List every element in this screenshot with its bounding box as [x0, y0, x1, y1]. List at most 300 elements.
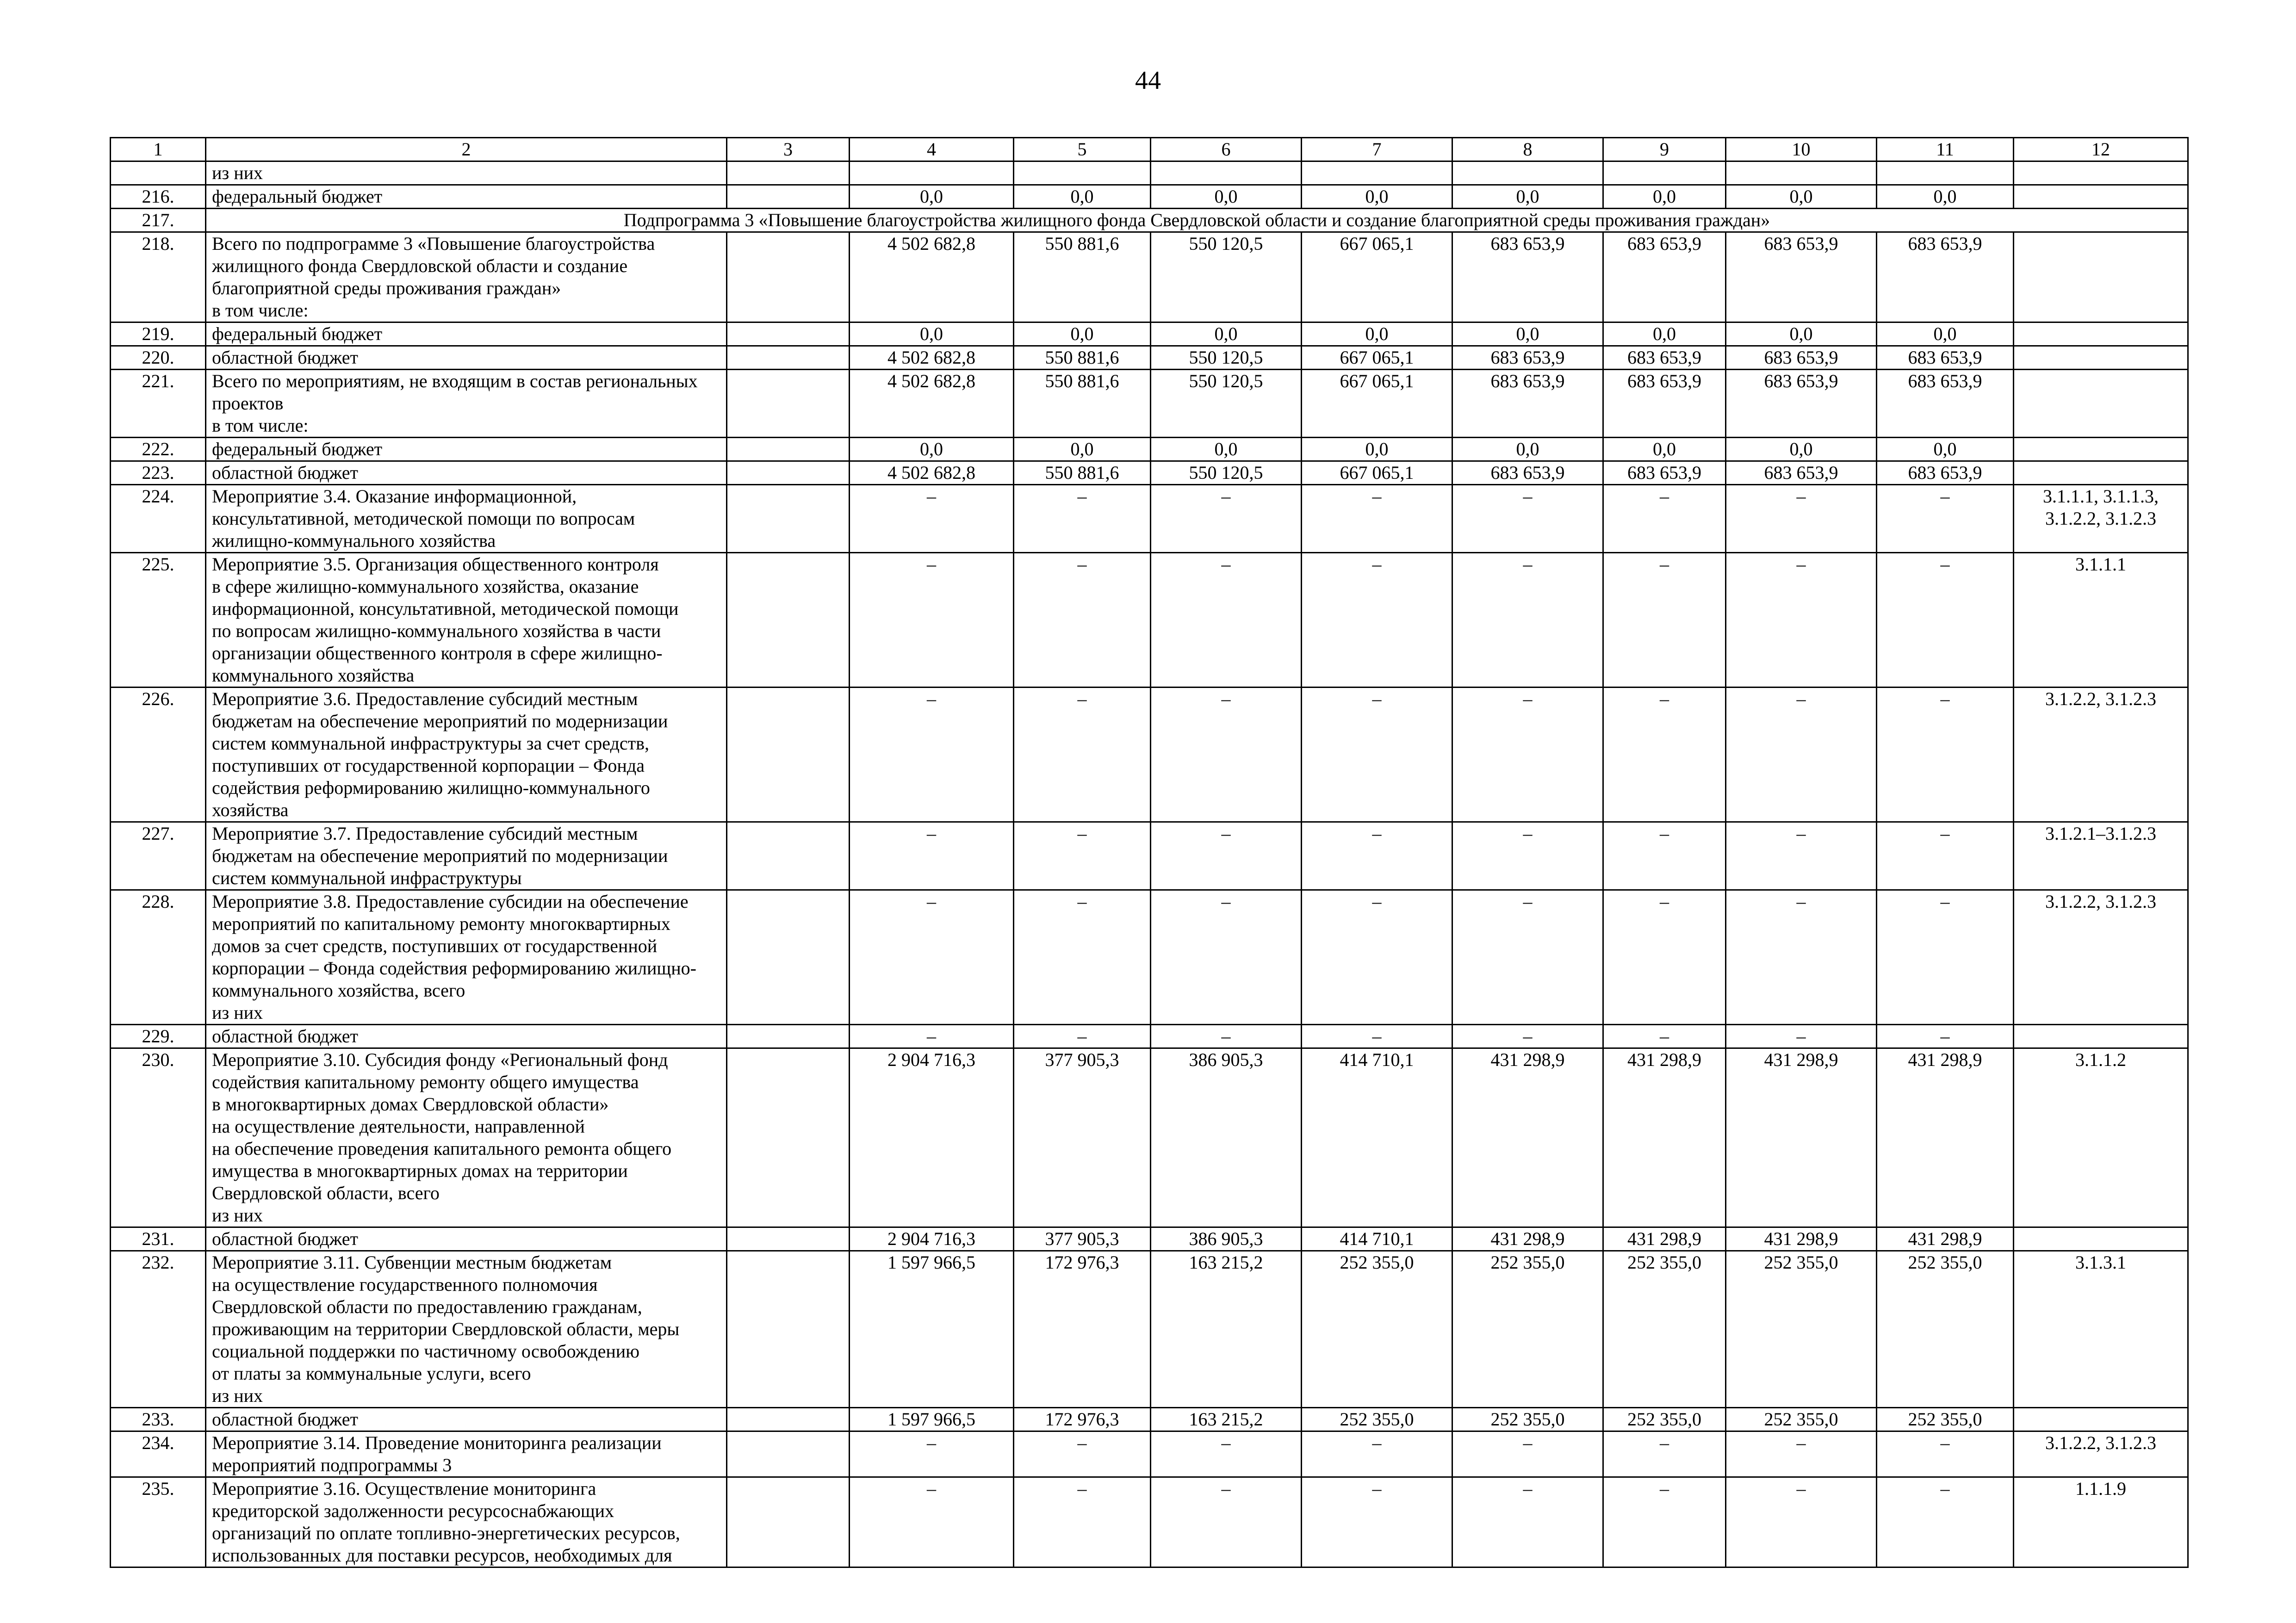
amount-cell: 4 502 682,8: [850, 346, 1014, 370]
amount-cell: 0,0: [1302, 438, 1452, 461]
item-name: [206, 890, 727, 1025]
row-number: 228.: [111, 890, 206, 1025]
empty-cell: [727, 890, 850, 1025]
subprogram-heading: Подпрограмма 3 «Повышение благоустройства жилищного фонда Свердловской области и создание благоприятной среды проживания граждан»: [206, 209, 2188, 232]
amount-cell: –: [1452, 553, 1603, 688]
row-number: 234.: [111, 1431, 206, 1477]
table-row: [111, 370, 2188, 438]
amount-cell: 431 298,9: [1726, 1048, 1877, 1227]
item-name-line: федеральный бюджет: [212, 439, 383, 459]
amount-cell: 1 597 966,5: [850, 1408, 1014, 1431]
table-row: [111, 438, 2188, 461]
item-name-line: Мероприятие 3.8. Предоставление субсидии на обеспечение: [212, 891, 689, 912]
target-indicator-ref: [2014, 1431, 2188, 1477]
amount-cell: –: [1877, 553, 2014, 688]
amount-cell: 667 065,1: [1302, 346, 1452, 370]
amount-cell: –: [1014, 1025, 1151, 1048]
target-indicator-ref: [2014, 232, 2188, 322]
item-name-line: по вопросам жилищно-коммунального хозяйства в части: [212, 620, 661, 641]
target-indicator-ref: [2014, 1408, 2188, 1431]
item-name-line: имущества в многоквартирных домах на территории: [212, 1160, 628, 1181]
amount-cell: –: [1151, 822, 1302, 890]
row-number: 230.: [111, 1048, 206, 1227]
table-row: [111, 822, 2188, 890]
amount-cell: 0,0: [1603, 185, 1726, 209]
target-indicator-ref: [2014, 185, 2188, 209]
empty-cell: [727, 1251, 850, 1408]
table-row: [111, 1251, 2188, 1408]
target-indicator-line: 3.1.2.1–3.1.2.3: [2045, 823, 2156, 844]
item-name: [206, 1477, 727, 1567]
target-indicator-ref: [2014, 346, 2188, 370]
amount-cell: –: [850, 1477, 1014, 1567]
empty-cell: [727, 1227, 850, 1251]
amount-cell: 550 120,5: [1151, 461, 1302, 485]
amount-cell: –: [1726, 688, 1877, 822]
amount-cell: –: [1877, 1477, 2014, 1567]
amount-cell: –: [1302, 822, 1452, 890]
row-number: [111, 161, 206, 185]
table-body: [111, 138, 2188, 1567]
amount-cell: 4 502 682,8: [850, 461, 1014, 485]
amount-cell: 172 976,3: [1014, 1251, 1151, 1408]
row-number: 231.: [111, 1227, 206, 1251]
amount-cell: –: [1151, 1025, 1302, 1048]
item-name-line: жилищного фонда Свердловской области и создание: [212, 255, 628, 276]
header-cell: 8: [1452, 138, 1603, 161]
header-cell: 9: [1603, 138, 1726, 161]
item-name: [206, 553, 727, 688]
header-cell: 3: [727, 138, 850, 161]
target-indicator-ref: [2014, 688, 2188, 822]
header-cell: 7: [1302, 138, 1452, 161]
amount-cell: 0,0: [1151, 438, 1302, 461]
amount-cell: –: [1452, 485, 1603, 553]
item-name-line: домов за счет средств, поступивших от государственной: [212, 935, 658, 956]
item-name-line: областной бюджет: [212, 1026, 359, 1047]
amount-cell: 2 904 716,3: [850, 1227, 1014, 1251]
amount-cell: 550 120,5: [1151, 370, 1302, 438]
amount-cell: –: [1151, 485, 1302, 553]
amount-cell: 683 653,9: [1726, 461, 1877, 485]
table-row: [111, 1227, 2188, 1251]
item-name-line: бюджетам на обеспечение мероприятий по модернизации: [212, 711, 668, 731]
row-number: 225.: [111, 553, 206, 688]
amount-cell: –: [1452, 1477, 1603, 1567]
amount-cell: –: [1014, 688, 1151, 822]
item-name-line: систем коммунальной инфраструктуры: [212, 867, 522, 888]
amount-cell: 550 120,5: [1151, 232, 1302, 322]
item-name-line: Свердловской области, всего: [212, 1183, 440, 1203]
empty-cell: [727, 553, 850, 688]
amount-cell: 0,0: [1726, 185, 1877, 209]
item-name-line: мероприятий по капитальному ремонту многоквартирных: [212, 913, 670, 934]
amount-cell: 252 355,0: [1877, 1408, 2014, 1431]
amount-cell: –: [1452, 688, 1603, 822]
item-name-line: коммунального хозяйства, всего: [212, 980, 465, 1001]
column-number-header-row: [111, 138, 2188, 161]
amount-cell: 0,0: [1452, 438, 1603, 461]
amount-cell: 550 120,5: [1151, 346, 1302, 370]
amount-cell: 683 653,9: [1452, 346, 1603, 370]
amount-cell: 683 653,9: [1452, 232, 1603, 322]
item-name-line: в многоквартирных домах Свердловской области»: [212, 1094, 609, 1115]
amount-cell: –: [1603, 688, 1726, 822]
target-indicator-ref: [2014, 438, 2188, 461]
amount-cell: 683 653,9: [1452, 461, 1603, 485]
amount-cell: –: [1603, 822, 1726, 890]
item-name-line: корпорации – Фонда содействия реформированию жилищно-: [212, 958, 696, 979]
amount-cell: [1151, 161, 1302, 185]
amount-cell: 683 653,9: [1877, 232, 2014, 322]
amount-cell: –: [1302, 553, 1452, 688]
target-indicator-ref: [2014, 890, 2188, 1025]
target-indicator-ref: [2014, 1025, 2188, 1048]
empty-cell: [727, 1477, 850, 1567]
amount-cell: –: [1452, 890, 1603, 1025]
amount-cell: 0,0: [850, 185, 1014, 209]
amount-cell: –: [1151, 890, 1302, 1025]
item-name-line: из них: [212, 162, 263, 183]
item-name-line: Мероприятие 3.7. Предоставление субсидий местным: [212, 823, 638, 844]
amount-cell: –: [1603, 485, 1726, 553]
table-row: [111, 461, 2188, 485]
item-name-line: благоприятной среды проживания граждан»: [212, 278, 561, 298]
amount-cell: 414 710,1: [1302, 1048, 1452, 1227]
item-name-line: коммунального хозяйства: [212, 665, 415, 686]
amount-cell: –: [1014, 485, 1151, 553]
amount-cell: 683 653,9: [1726, 370, 1877, 438]
item-name-line: Мероприятие 3.14. Проведение мониторинга реализации: [212, 1432, 662, 1453]
target-indicator-line: 3.1.2.2, 3.1.2.3: [2045, 508, 2156, 529]
empty-cell: [727, 1408, 850, 1431]
item-name-line: в том числе:: [212, 300, 309, 321]
empty-cell: [727, 1048, 850, 1227]
table-row: [111, 1477, 2188, 1567]
amount-cell: 0,0: [1603, 322, 1726, 346]
item-name-line: Мероприятие 3.5. Организация общественного контроля: [212, 554, 659, 575]
amount-cell: 377 905,3: [1014, 1048, 1151, 1227]
table-row: [111, 322, 2188, 346]
amount-cell: 252 355,0: [1603, 1408, 1726, 1431]
item-name: [206, 1431, 727, 1477]
amount-cell: –: [1726, 553, 1877, 688]
amount-cell: –: [850, 553, 1014, 688]
amount-cell: –: [1151, 553, 1302, 688]
amount-cell: –: [1726, 822, 1877, 890]
row-number: 218.: [111, 232, 206, 322]
item-name-line: областной бюджет: [212, 1409, 359, 1430]
target-indicator-ref: [2014, 161, 2188, 185]
item-name-line: Мероприятие 3.6. Предоставление субсидий местным: [212, 688, 638, 709]
amount-cell: 667 065,1: [1302, 232, 1452, 322]
target-indicator-line: 3.1.3.1: [2075, 1252, 2126, 1273]
amount-cell: –: [1014, 1477, 1151, 1567]
amount-cell: –: [1151, 1477, 1302, 1567]
row-number: 224.: [111, 485, 206, 553]
item-name: [206, 438, 727, 461]
item-name-line: Всего по мероприятиям, не входящим в состав региональных: [212, 371, 698, 391]
target-indicator-line: 3.1.2.2, 3.1.2.3: [2045, 891, 2156, 912]
header-cell: 10: [1726, 138, 1877, 161]
empty-cell: [727, 461, 850, 485]
amount-cell: –: [1726, 485, 1877, 553]
empty-cell: [727, 688, 850, 822]
amount-cell: 252 355,0: [1603, 1251, 1726, 1408]
amount-cell: –: [1151, 1431, 1302, 1477]
amount-cell: 252 355,0: [1452, 1251, 1603, 1408]
amount-cell: –: [1302, 485, 1452, 553]
budget-table: [110, 137, 2189, 1568]
row-number: 235.: [111, 1477, 206, 1567]
amount-cell: –: [1877, 1431, 2014, 1477]
table-row: [111, 1408, 2188, 1431]
table-row: [111, 1025, 2188, 1048]
table-row: [111, 688, 2188, 822]
amount-cell: 683 653,9: [1452, 370, 1603, 438]
item-name-line: Мероприятие 3.4. Оказание информационной,: [212, 486, 577, 507]
amount-cell: 377 905,3: [1014, 1227, 1151, 1251]
item-name: [206, 185, 727, 209]
empty-cell: [727, 161, 850, 185]
amount-cell: 163 215,2: [1151, 1408, 1302, 1431]
amount-cell: 252 355,0: [1877, 1251, 2014, 1408]
item-name-line: организаций по оплате топливно-энергетических ресурсов,: [212, 1523, 680, 1543]
amount-cell: –: [1726, 1431, 1877, 1477]
item-name-line: федеральный бюджет: [212, 186, 383, 207]
item-name-line: систем коммунальной инфраструктуры за счет средств,: [212, 733, 649, 754]
amount-cell: 4 502 682,8: [850, 370, 1014, 438]
table-row: [111, 1048, 2188, 1227]
amount-cell: 252 355,0: [1302, 1408, 1452, 1431]
empty-cell: [727, 485, 850, 553]
amount-cell: 0,0: [1014, 322, 1151, 346]
row-number: 220.: [111, 346, 206, 370]
amount-cell: 683 653,9: [1603, 461, 1726, 485]
amount-cell: 172 976,3: [1014, 1408, 1151, 1431]
amount-cell: 683 653,9: [1603, 346, 1726, 370]
amount-cell: –: [1014, 553, 1151, 688]
item-name-line: проектов: [212, 393, 284, 414]
target-indicator-ref: [2014, 461, 2188, 485]
amount-cell: –: [1726, 1477, 1877, 1567]
item-name-line: Мероприятие 3.10. Субсидия фонду «Региональный фонд: [212, 1049, 668, 1070]
amount-cell: 0,0: [1014, 185, 1151, 209]
subprogram-heading-row: [111, 209, 2188, 232]
item-name-line: федеральный бюджет: [212, 323, 383, 344]
row-number: 232.: [111, 1251, 206, 1408]
amount-cell: 252 355,0: [1726, 1251, 1877, 1408]
amount-cell: 683 653,9: [1603, 370, 1726, 438]
amount-cell: 431 298,9: [1877, 1227, 2014, 1251]
amount-cell: –: [850, 1431, 1014, 1477]
amount-cell: 0,0: [1452, 185, 1603, 209]
amount-cell: 252 355,0: [1726, 1408, 1877, 1431]
amount-cell: 0,0: [1877, 438, 2014, 461]
amount-cell: 0,0: [1726, 438, 1877, 461]
header-cell: 1: [111, 138, 206, 161]
amount-cell: –: [1726, 1025, 1877, 1048]
item-name: [206, 822, 727, 890]
item-name-line: бюджетам на обеспечение мероприятий по модернизации: [212, 845, 668, 866]
amount-cell: 386 905,3: [1151, 1227, 1302, 1251]
item-name-line: мероприятий подпрограммы 3: [212, 1455, 452, 1475]
row-number: 229.: [111, 1025, 206, 1048]
table-row: [111, 232, 2188, 322]
item-name-line: организации общественного контроля в сфере жилищно-: [212, 643, 663, 663]
amount-cell: 0,0: [850, 438, 1014, 461]
header-cell: 5: [1014, 138, 1151, 161]
target-indicator-line: 3.1.1.2: [2075, 1049, 2126, 1070]
item-name: [206, 1408, 727, 1431]
amount-cell: –: [1726, 890, 1877, 1025]
amount-cell: 163 215,2: [1151, 1251, 1302, 1408]
table-row: [111, 161, 2188, 185]
item-name: [206, 1025, 727, 1048]
item-name-line: содействия реформированию жилищно-коммунального: [212, 777, 650, 798]
target-indicator-ref: [2014, 1048, 2188, 1227]
amount-cell: –: [1452, 822, 1603, 890]
amount-cell: –: [1603, 1477, 1726, 1567]
item-name: [206, 1048, 727, 1227]
row-number: 219.: [111, 322, 206, 346]
amount-cell: –: [850, 822, 1014, 890]
item-name: [206, 461, 727, 485]
item-name: [206, 1251, 727, 1408]
amount-cell: –: [1302, 1477, 1452, 1567]
target-indicator-line: 3.1.2.2, 3.1.2.3: [2045, 1432, 2156, 1453]
header-cell: 12: [2014, 138, 2188, 161]
row-number: 233.: [111, 1408, 206, 1431]
item-name-line: областной бюджет: [212, 1228, 359, 1249]
row-number: 223.: [111, 461, 206, 485]
amount-cell: –: [1014, 822, 1151, 890]
target-indicator-ref: [2014, 1251, 2188, 1408]
amount-cell: 0,0: [1452, 322, 1603, 346]
amount-cell: [1014, 161, 1151, 185]
item-name: [206, 485, 727, 553]
amount-cell: 252 355,0: [1302, 1251, 1452, 1408]
amount-cell: –: [850, 688, 1014, 822]
amount-cell: –: [1603, 1025, 1726, 1048]
amount-cell: –: [1877, 1025, 2014, 1048]
amount-cell: –: [1302, 1025, 1452, 1048]
empty-cell: [727, 1431, 850, 1477]
amount-cell: [1877, 161, 2014, 185]
amount-cell: 0,0: [1726, 322, 1877, 346]
empty-cell: [727, 822, 850, 890]
target-indicator-line: 1.1.1.9: [2075, 1478, 2126, 1499]
amount-cell: –: [1151, 688, 1302, 822]
item-name-line: областной бюджет: [212, 347, 359, 368]
item-name-line: областной бюджет: [212, 462, 359, 483]
amount-cell: 431 298,9: [1877, 1048, 2014, 1227]
header-cell: 4: [850, 138, 1014, 161]
amount-cell: –: [1014, 890, 1151, 1025]
amount-cell: 0,0: [1302, 185, 1452, 209]
amount-cell: 550 881,6: [1014, 370, 1151, 438]
target-indicator-ref: [2014, 370, 2188, 438]
header-cell: 11: [1877, 138, 2014, 161]
amount-cell: [1452, 161, 1603, 185]
page-number: 44: [1135, 66, 1161, 95]
target-indicator-line: 3.1.1.1: [2075, 554, 2126, 575]
item-name-line: консультативной, методической помощи по вопросам: [212, 508, 635, 529]
table-row: [111, 185, 2188, 209]
row-number: 226.: [111, 688, 206, 822]
item-name-line: на осуществление деятельности, направленной: [212, 1116, 585, 1137]
item-name: [206, 1227, 727, 1251]
target-indicator-ref: [2014, 822, 2188, 890]
header-cell: 2: [206, 138, 727, 161]
header-cell: 6: [1151, 138, 1302, 161]
amount-cell: 0,0: [1877, 185, 2014, 209]
amount-cell: 683 653,9: [1877, 461, 2014, 485]
amount-cell: –: [1603, 553, 1726, 688]
amount-cell: 683 653,9: [1877, 370, 2014, 438]
item-name: [206, 232, 727, 322]
amount-cell: 4 502 682,8: [850, 232, 1014, 322]
amount-cell: 550 881,6: [1014, 461, 1151, 485]
amount-cell: –: [1302, 688, 1452, 822]
item-name-line: поступивших от государственной корпорации – Фонда: [212, 755, 645, 776]
row-number: 227.: [111, 822, 206, 890]
amount-cell: 667 065,1: [1302, 370, 1452, 438]
item-name-line: на осуществление государственного полномочия: [212, 1274, 598, 1295]
table-row: [111, 890, 2188, 1025]
amount-cell: –: [1877, 485, 2014, 553]
amount-cell: 431 298,9: [1452, 1048, 1603, 1227]
item-name-line: использованных для поставки ресурсов, необходимых для: [212, 1545, 672, 1566]
amount-cell: –: [1014, 1431, 1151, 1477]
amount-cell: 252 355,0: [1452, 1408, 1603, 1431]
empty-cell: [727, 322, 850, 346]
item-name: [206, 322, 727, 346]
amount-cell: 683 653,9: [1877, 346, 2014, 370]
table-row: [111, 346, 2188, 370]
target-indicator-line: 3.1.2.2, 3.1.2.3: [2045, 688, 2156, 709]
item-name-line: в том числе:: [212, 415, 309, 436]
amount-cell: –: [850, 1025, 1014, 1048]
amount-cell: 0,0: [1302, 322, 1452, 346]
amount-cell: [850, 161, 1014, 185]
amount-cell: [1726, 161, 1877, 185]
amount-cell: 683 653,9: [1603, 232, 1726, 322]
item-name-line: Мероприятие 3.11. Субвенции местным бюджетам: [212, 1252, 612, 1273]
table-row: [111, 485, 2188, 553]
item-name-line: жилищно-коммунального хозяйства: [212, 530, 496, 551]
amount-cell: [1603, 161, 1726, 185]
amount-cell: –: [1452, 1025, 1603, 1048]
amount-cell: –: [1877, 688, 2014, 822]
item-name-line: информационной, консультативной, методической помощи: [212, 598, 679, 619]
item-name-line: из них: [212, 1205, 263, 1226]
amount-cell: 431 298,9: [1603, 1227, 1726, 1251]
item-name-line: кредиторской задолженности ресурсоснабжающих: [212, 1500, 614, 1521]
amount-cell: 683 653,9: [1726, 346, 1877, 370]
target-indicator-ref: [2014, 553, 2188, 688]
amount-cell: –: [850, 890, 1014, 1025]
empty-cell: [727, 346, 850, 370]
amount-cell: 386 905,3: [1151, 1048, 1302, 1227]
item-name-line: Всего по подпрограмме 3 «Повышение благоустройства: [212, 233, 655, 254]
amount-cell: 2 904 716,3: [850, 1048, 1014, 1227]
amount-cell: 0,0: [1014, 438, 1151, 461]
amount-cell: –: [1603, 890, 1726, 1025]
amount-cell: [1302, 161, 1452, 185]
amount-cell: 1 597 966,5: [850, 1251, 1014, 1408]
target-indicator-ref: [2014, 322, 2188, 346]
